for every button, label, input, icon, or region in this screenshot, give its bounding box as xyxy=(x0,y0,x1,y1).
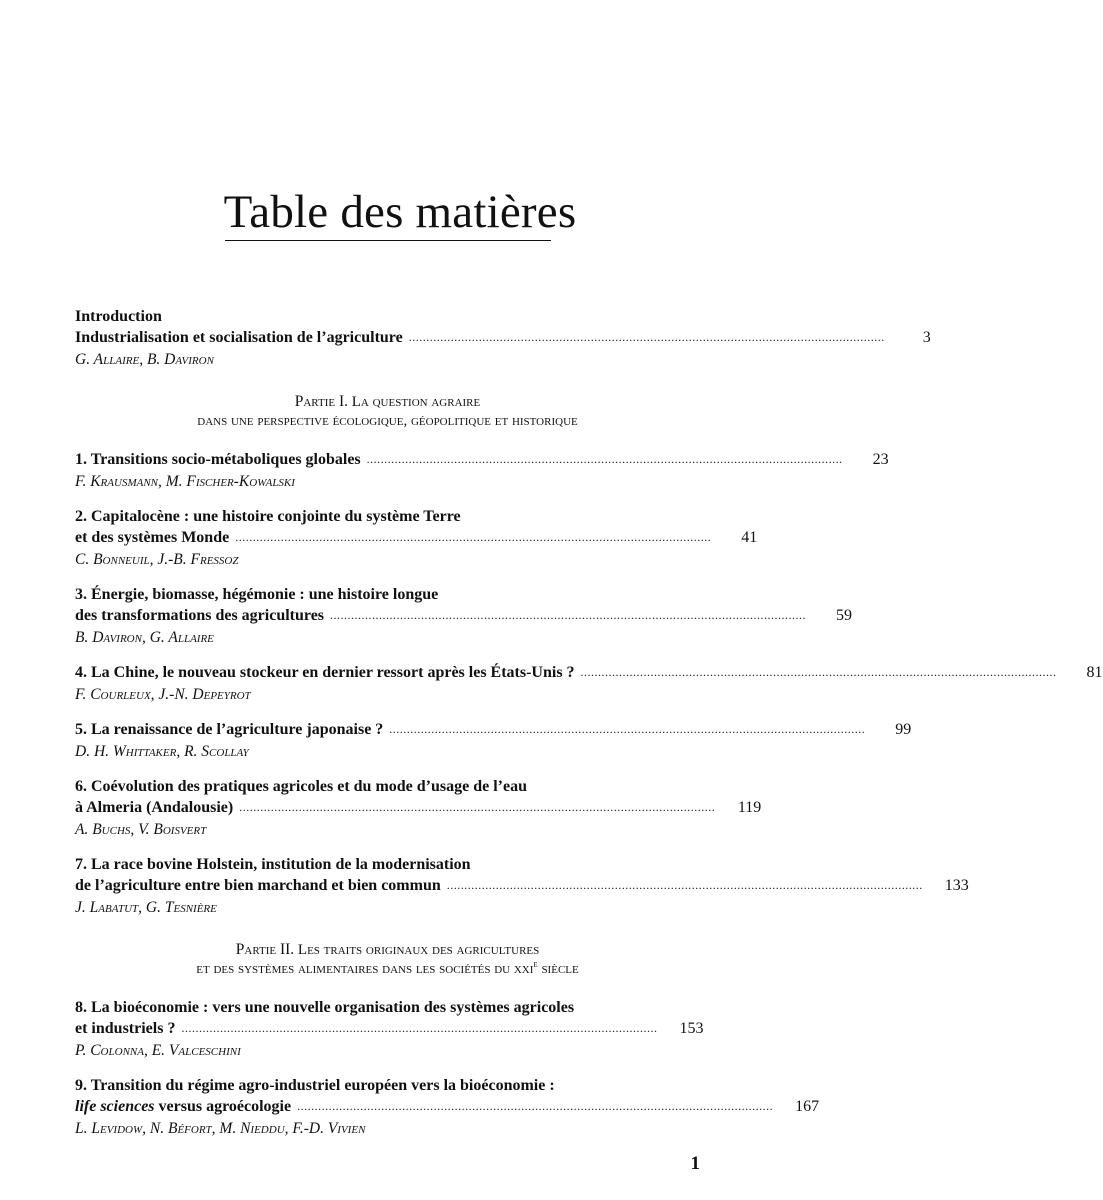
intro-title: Industrialisation et socialisation de l’agriculture xyxy=(75,329,403,346)
entry-authors: L. Levidow, N. Béfort, M. Nieddu, F.-D. Vivien xyxy=(75,1120,366,1137)
page-number: 119 xyxy=(737,799,762,816)
page-number: 153 xyxy=(679,1020,704,1037)
toc-entry-7[interactable] xyxy=(75,854,969,918)
entry-authors: C. Bonneuil, J.-B. Fressoz xyxy=(75,551,239,568)
part-title: La question agraire xyxy=(351,394,481,410)
part-title: Les traits originaux des agricultures xyxy=(297,942,540,958)
toc-entry-9[interactable] xyxy=(75,1075,820,1139)
toc-entry-2[interactable] xyxy=(75,506,758,570)
chapter-title-line1: 8. La bioéconomie : vers une nouvelle organisation des systèmes agricoles xyxy=(75,999,575,1016)
page-folio: 1 xyxy=(690,1153,700,1174)
dot-leader: ........................................................................................................................................ xyxy=(297,1099,774,1113)
toc-entry-3[interactable] xyxy=(75,584,853,648)
page-number: 99 xyxy=(895,721,912,738)
entry-authors: D. H. Whittaker, R. Scollay xyxy=(75,743,249,760)
part-label: Partie I. xyxy=(294,393,348,410)
page-number: 59 xyxy=(836,607,853,624)
dot-leader: ........................................................................................................................................ xyxy=(181,1021,658,1035)
table-of-contents xyxy=(75,306,1103,1153)
chapter-title-line1: 6. Coévolution des pratiques agricoles et du mode d’usage de l’eau xyxy=(75,778,527,795)
dot-leader: ........................................................................................................................................ xyxy=(235,530,712,544)
entry-authors: A. Buchs, V. Boisvert xyxy=(75,821,207,838)
part-subtitle: et des systèmes alimentaires dans les sociétés du xxi$^e$ siècle xyxy=(196,959,579,977)
dot-leader: ........................................................................................................................................ xyxy=(408,330,885,344)
chapter-title-line2: life sciences versus agroécologie xyxy=(75,1098,292,1115)
entry-authors: P. Colonna, E. Valceschini xyxy=(75,1042,241,1059)
page-number: 3 xyxy=(922,329,931,346)
chapter-title-line2: des transformations des agricultures xyxy=(75,607,325,624)
part-subtitle: dans une perspective écologique, géopolitique et historique xyxy=(197,413,578,429)
toc-entry-8[interactable] xyxy=(75,997,704,1061)
chapter-title-line2: et des systèmes Monde xyxy=(75,529,230,546)
toc-entry-4[interactable] xyxy=(75,662,1103,705)
entry-authors: J. Labatut, G. Tesnière xyxy=(75,899,217,916)
chapter-title: 5. La renaissance de l’agriculture japonaise ? xyxy=(75,721,384,738)
dot-leader: ........................................................................................................................................ xyxy=(580,665,1057,679)
part-label: Partie II. xyxy=(235,941,295,958)
toc-entry-1[interactable] xyxy=(75,449,889,492)
title-rule xyxy=(225,240,551,241)
chapter-title-line2: à Almeria (Andalousie) xyxy=(75,799,234,816)
chapter-title: 1. Transitions socio-métaboliques globales xyxy=(75,451,361,468)
entry-authors: F. Krausmann, M. Fischer-Kowalski xyxy=(75,473,295,490)
chapter-title-line1: 7. La race bovine Holstein, institution de la modernisation xyxy=(75,856,471,873)
page-number: 81 xyxy=(1086,664,1103,681)
part-heading-2 xyxy=(75,940,700,979)
chapter-title-line1: 9. Transition du régime agro-industriel européen vers la bioéconomie : xyxy=(75,1077,555,1094)
page-number: 23 xyxy=(872,451,889,468)
entry-authors: G. Allaire, B. Daviron xyxy=(75,351,214,368)
dot-leader: ........................................................................................................................................ xyxy=(239,800,716,814)
toc-entry-introduction[interactable] xyxy=(75,306,931,370)
page-number: 41 xyxy=(741,529,758,546)
dot-leader: ........................................................................................................................................ xyxy=(330,608,807,622)
dot-leader: ........................................................................................................................................ xyxy=(446,878,923,892)
chapter-title-line2: de l’agriculture entre bien marchand et bien commun xyxy=(75,877,441,894)
chapter-title-line2: et industriels ? xyxy=(75,1020,176,1037)
page-number: 167 xyxy=(795,1098,820,1115)
chapter-title: 4. La Chine, le nouveau stockeur en dernier ressort après les États-Unis ? xyxy=(75,664,575,681)
page-number: 133 xyxy=(944,877,969,894)
chapter-title-line1: 3. Énergie, biomasse, hégémonie : une histoire longue xyxy=(75,586,439,603)
part-heading-1 xyxy=(75,392,700,431)
toc-entry-6[interactable] xyxy=(75,776,762,840)
entry-authors: F. Courleux, J.-N. Depeyrot xyxy=(75,686,251,703)
intro-heading: Introduction xyxy=(75,308,162,325)
page-title: Table des matières xyxy=(223,186,577,238)
entry-authors: B. Daviron, G. Allaire xyxy=(75,629,214,646)
chapter-title-line1: 2. Capitalocène : une histoire conjointe du système Terre xyxy=(75,508,461,525)
dot-leader: ........................................................................................................................................ xyxy=(389,722,866,736)
toc-entry-5[interactable] xyxy=(75,719,912,762)
dot-leader: ........................................................................................................................................ xyxy=(366,452,843,466)
